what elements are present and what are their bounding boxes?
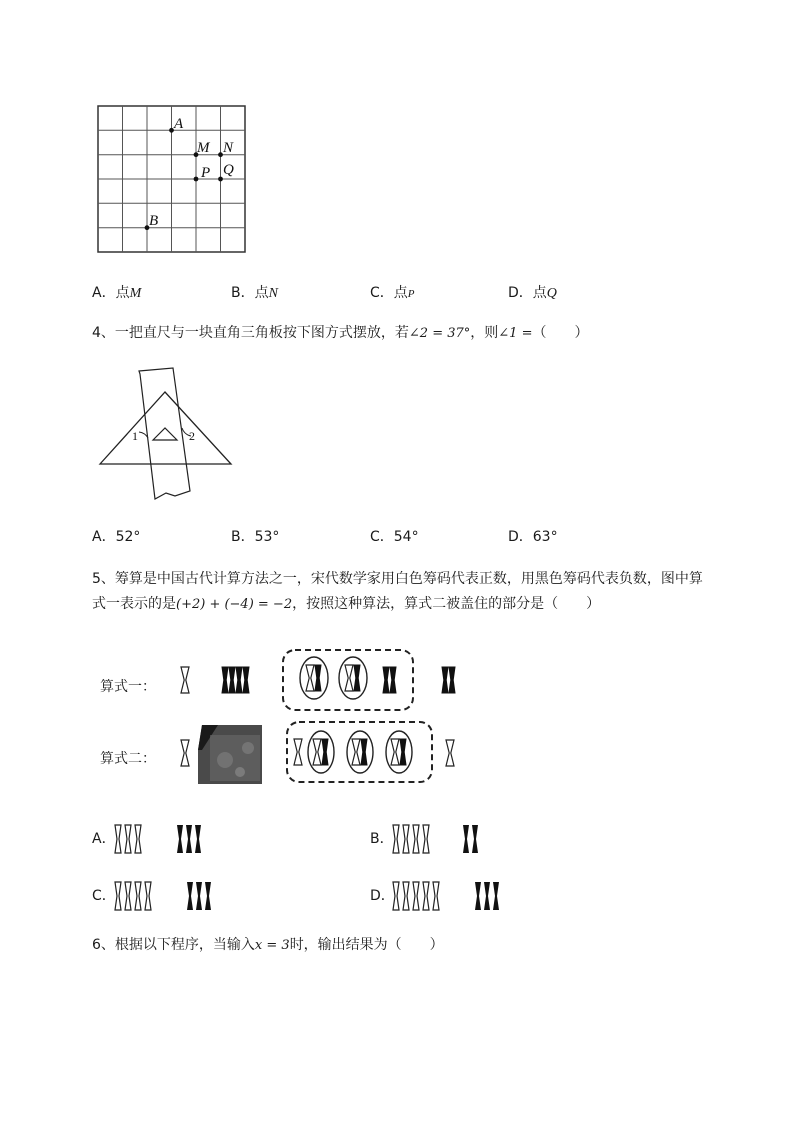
- option-value: P: [407, 288, 415, 300]
- q4-stem-math2: ∠1 =: [498, 326, 533, 341]
- q4-stem-pre: 4、一把直尺与一块直角三角板按下图方式摆放，若: [92, 325, 409, 341]
- q5-option-b-rods: [388, 822, 488, 856]
- q4-stem: [92, 323, 588, 344]
- row2-result-rod: [446, 740, 454, 766]
- counting-rods-figure: [170, 640, 470, 790]
- grid-point-p: [194, 177, 199, 182]
- option-prefix: D．点: [508, 285, 547, 301]
- q4-option-a[interactable]: A．52°: [92, 529, 141, 545]
- grid-label-n: N: [223, 140, 234, 156]
- q4-option-d[interactable]: D．63°: [508, 529, 558, 545]
- q6-stem-pre: 6、根据以下程序，当输入: [92, 937, 255, 953]
- option-prefix: A．: [92, 831, 116, 847]
- q4-option-c[interactable]: C．54°: [370, 529, 419, 545]
- row1-black-rods: [222, 667, 249, 693]
- option-prefix: C．: [92, 888, 116, 904]
- q5-stem-line2-pre: 式一表示的是: [92, 596, 176, 612]
- q4-stem-math1: ∠2 = 37°: [408, 326, 471, 341]
- grid-figure: [90, 100, 260, 260]
- row1-white-rod: [181, 667, 189, 693]
- option-prefix: A．点: [92, 285, 130, 301]
- q5-option-c-rods: [110, 879, 220, 913]
- q5-option-d-rods: [388, 879, 508, 913]
- option-prefix: D．: [370, 888, 395, 904]
- row2-white-rod: [181, 740, 189, 766]
- angle-2-label: 2: [189, 429, 195, 443]
- option-value: Q: [546, 286, 557, 301]
- q4-option-b[interactable]: B．53°: [231, 529, 280, 545]
- option-value: M: [129, 286, 142, 301]
- grid-label-p: P: [201, 165, 211, 181]
- option-value: N: [268, 286, 278, 301]
- q3-option-b[interactable]: [231, 283, 278, 304]
- option-prefix: B．: [370, 831, 394, 847]
- q4-stem-post: （ ）: [532, 325, 589, 341]
- q5-option-a-rods: [110, 822, 210, 856]
- q6-stem-math: x = 3: [254, 938, 290, 953]
- row1-label: 算式一：: [100, 679, 156, 695]
- grid-label-a: A: [174, 116, 184, 132]
- q6-stem-post: 时，输出结果为（ ）: [289, 937, 444, 953]
- option-prefix: B．点: [231, 285, 269, 301]
- grid-label-b: B: [149, 213, 159, 229]
- q3-option-c[interactable]: [370, 283, 415, 304]
- q5-stem-line2: [92, 594, 600, 615]
- grid-label-q: Q: [223, 162, 234, 178]
- q5-stem-line1: 5、筹算是中国古代计算方法之一，宋代数学家用白色筹码代表正数，用黑色筹码代表负数，图中算: [92, 571, 703, 587]
- angle-1-label: 1: [132, 429, 138, 443]
- option-prefix: C．点: [370, 285, 408, 301]
- row1-result-rods: [442, 667, 448, 693]
- q4-stem-mid: ，则: [470, 325, 499, 341]
- covered-block: [198, 725, 262, 784]
- q3-option-a[interactable]: [92, 283, 141, 304]
- ruler-triangle-figure: [95, 366, 240, 504]
- q5-stem-line2-post: ，按照这种算法，算式二被盖住的部分是（ ）: [292, 596, 601, 612]
- q5-stem-line2-math: (+2) + (−4) = −2: [176, 597, 293, 612]
- row2-label: 算式二：: [100, 751, 156, 767]
- q3-option-d[interactable]: [508, 283, 557, 304]
- grid-label-m: M: [197, 140, 210, 156]
- q6-stem: [92, 935, 444, 956]
